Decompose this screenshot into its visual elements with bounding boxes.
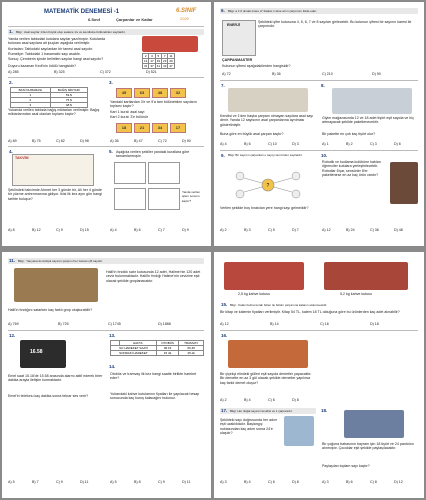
q3-line-2: Kart 2 kural: 3'e bölünür [110, 115, 149, 119]
robot-illustration [390, 162, 418, 204]
q1-option-c[interactable]: C) 372 [100, 70, 111, 74]
q7-body: Kendisi ve 1'den başka çarpanı olmayan sayılara asal sayı denir. Yanda 12 sayısının asal çarpanlarına ayrılması gösterilmiştir. [220, 114, 314, 127]
q1-lead: Bilgi : Asal sayılar 1'den büyük olup sadece 1'e ve kendisine bölünebilen sayılardır. [16, 30, 126, 34]
flowers-illustration [228, 340, 308, 368]
q11-option-d[interactable]: D) 1888 [158, 322, 171, 326]
q4-option-d[interactable]: D) 15 [80, 228, 89, 232]
q6-option-a[interactable]: A) 72 [222, 72, 231, 76]
q2-donation-table [10, 87, 88, 108]
divider [8, 330, 204, 331]
q3-option-b[interactable]: B) 47 [134, 139, 143, 143]
cipher-box-title: ENERJİ [227, 23, 240, 27]
q10-option-c[interactable]: C) 36 [370, 228, 379, 232]
q11-ask: Halil'in fındığını satarken kaç farklı grup oluşturabilir? [8, 308, 93, 312]
q12-ask: Emel'in telefonu kaç dakika sonra tekrar ses verir? [8, 394, 89, 398]
q17-option-b[interactable]: B) 4 [244, 480, 251, 484]
q4-option-c[interactable]: C) 9 [56, 228, 63, 232]
q1-cell: 29 [169, 59, 173, 63]
q10-number: 10. [321, 153, 328, 158]
q1-cell: 23 [163, 59, 167, 63]
q6-body: Şekildeki şifre kutusuna 4, 5, 6, 7 ve 8 sayıları girilecektir. Bu kutunun şifresi bir sayının karesi ile çarpımıdır. [258, 20, 412, 29]
q1-number-table [142, 53, 175, 69]
q17-number: 17. [221, 408, 228, 413]
calendar-illustration [12, 154, 94, 186]
q2-option-a[interactable]: A) 89 [8, 139, 17, 143]
q2-cell: 48 $ [50, 103, 87, 108]
q14-option-b[interactable]: B) 8 [134, 480, 141, 484]
q17-option-c[interactable]: C) 6 [268, 480, 275, 484]
q1-clue-3: Sonuç: Çemberin içinde belirtilen sayılar hangi asal sayıdır? [8, 57, 104, 61]
coffee-label-2: 5,2 kg kahve kutusu [340, 292, 372, 296]
q1-cell: 7 [162, 54, 168, 59]
q15-lead: Bilgi : Kalan bulma kuralı bölen ile bölüm çarpımına kalanın eklenmesidir. [230, 303, 328, 307]
divider [8, 26, 204, 27]
q1-cell: 41 [156, 64, 161, 68]
q18-body: Bir çoğuna babasının bayram için 18 tişört ve 24 pantolon alınmıştır. Çocuklar eşit şekilde paylaşılacaktır. [322, 442, 414, 451]
q15-number: 15. [221, 302, 228, 307]
q3-card: 63 [134, 88, 150, 98]
q18-option-b[interactable]: B) 6 [346, 480, 353, 484]
q3-card-2: 17 [170, 123, 186, 133]
q3-card: 48 [152, 88, 168, 98]
q1-cell: 5 [155, 54, 161, 59]
q1-cell: 37 [150, 64, 154, 68]
q8-option-c[interactable]: C) 3 [370, 142, 377, 146]
q3-option-c[interactable]: C) 72 [158, 139, 167, 143]
q6-option-c[interactable]: C) 210 [322, 72, 333, 76]
q12-option-c[interactable]: C) 9 [56, 480, 63, 484]
tshirt-store-illustration [332, 88, 412, 114]
q2-col-header: BASİ NUMARASI [11, 88, 51, 93]
q1-cell: 17 [150, 59, 154, 63]
q1-cell: 31 [144, 64, 148, 68]
q3-option-a[interactable]: A) 36 [110, 139, 119, 143]
q8-option-d[interactable]: D) 6 [394, 142, 401, 146]
exam-title: MATEMATİK DENEMESİ -1 [44, 9, 120, 15]
page-2 [214, 2, 424, 246]
q12-body: Emel saat 15.18'de 15.58 arasında alarmı aktif ederek birer dakika arayla iletişim kurmaktadır. [8, 374, 103, 383]
q9-lead: Bilgi: Bir sayının çarpanları o sayıyı tam bölen sayılardır. [228, 153, 303, 157]
q2-cell: 59 $ [50, 93, 87, 98]
brand-logo: 6.SINIF [176, 8, 197, 14]
q10-option-a[interactable]: A) 12 [322, 228, 331, 232]
q5-right-label: Yanda verilen işlem sonucu kaçtır? [182, 190, 201, 203]
q8-option-b[interactable]: B) 2 [346, 142, 353, 146]
q10-option-b[interactable]: B) 24 [346, 228, 355, 232]
q9-diagram [228, 168, 308, 202]
q5-option-b[interactable]: B) 6 [134, 228, 141, 232]
factor-tree-illustration [228, 88, 308, 112]
q3-line-1: Kart 1 kural: asal sayı [110, 110, 145, 114]
page-3 [2, 252, 211, 498]
q16-number: 16. [221, 333, 228, 338]
coffee-label-1: 2,5 kg kahve kutusu [238, 292, 270, 296]
q1-option-a[interactable]: A) 285 [8, 70, 19, 74]
q1-ask: Duyuru kazanan Kedi'nin ödülü hangisidir? [8, 64, 77, 68]
q1-number: 1. [9, 29, 13, 34]
q4-body: Şeklindeki takvimde Ahmet her 3 günde bir, Ali her 4 günde bir yüzme antrenmanına gidiyor. İkisi ilk kez aynı gün hangi tarihte buluşur? [8, 188, 102, 201]
q13-number: 13. [109, 333, 116, 338]
q3-option-d[interactable]: D) 90 [182, 139, 191, 143]
q10-option-d[interactable]: D) 48 [394, 228, 403, 232]
q9-body: Verilen şekilde boş bırakılan yere hangi sayı gelmelidir? [220, 206, 309, 210]
q18-number: 18. [321, 408, 328, 413]
q3-card: 45 [116, 88, 132, 98]
q4-option-b[interactable]: B) 12 [32, 228, 41, 232]
q14-cell: 15 dk [156, 351, 179, 356]
q11-lead: Bilgi : Yanyana iki ardışık sayının çarpımı her zaman çift sayıdır. [18, 259, 103, 263]
q9-option-a[interactable]: A) 2 [220, 228, 227, 232]
brand-year: 2020 [180, 16, 189, 21]
divider [220, 330, 418, 331]
q18-option-d[interactable]: D) 12 [394, 480, 403, 484]
q16-option-a[interactable]: A) 2 [220, 398, 227, 402]
q4-option-a[interactable]: A) 8 [8, 228, 15, 232]
q14-head: HAFTA [119, 341, 156, 346]
q4-number: 4. [9, 149, 13, 154]
q9-option-b[interactable]: B) 3 [244, 228, 251, 232]
q1-option-b[interactable]: B) 325 [54, 70, 65, 74]
q3-card: 32 [170, 88, 186, 98]
q8-body: Giyim mağazasında 12 ve 18 adet tişört eşit sayıda ve hiç artmayacak şekilde paketlenecektir. [322, 116, 414, 125]
q1-cell: 11 [169, 54, 173, 58]
q5-lead: Aşağıda verilen şekiller yandaki kurallara göre tamamlanmıştır. [116, 150, 190, 159]
q5-shape-1 [114, 162, 146, 184]
q11-option-c[interactable]: C) 1745 [108, 322, 121, 326]
q16-body: Bir çiçekçi elindeki gülleri eşit sayıda demetler yapacaktır. Bir demette en az 3 gül olacak şekilde demetler yapılırsa kaç farklı demet oluşur? [220, 372, 312, 385]
q8-number: 8. [321, 83, 325, 88]
q6-lead: Bilgi: a ≠ 0 olmak üzere aⁿ ifadesi n tane a'nın çarpımını ifade eder. [228, 9, 317, 13]
divider [220, 150, 418, 151]
q7-option-d[interactable]: D) 3 [292, 142, 299, 146]
q3-card-2: 18 [116, 123, 132, 133]
q16-option-b[interactable]: B) 4 [244, 398, 251, 402]
q1-cell: 43 [163, 64, 167, 68]
q9-number: 9. [221, 153, 225, 158]
q1-cell: 2 [143, 54, 149, 59]
q18-option-a[interactable]: A) 3 [322, 480, 329, 484]
q7-option-b[interactable]: B) 6 [244, 142, 251, 146]
q14-option-a[interactable]: A) 5 [110, 480, 117, 484]
divider [8, 146, 204, 147]
q14-cell: 25 dk [179, 351, 204, 356]
q2-cell: 2 [11, 98, 51, 103]
phone-illustration [20, 340, 66, 368]
q11-body: Halil'in fındıklı satır kutusunda 12 adet, Halime'nin 120 adet ceviz bulunmaktadır. Halil'in fındığı Halime'nin cevizine eşit olacak şekilde gruplanacaktır. [106, 270, 201, 283]
q11-option-b[interactable]: B) 725 [58, 322, 69, 326]
q9-option-c[interactable]: C) 5 [268, 228, 275, 232]
q8-ask: Bir pakette en çok kaç tişört olur? [322, 132, 376, 136]
q16-option-c[interactable]: C) 6 [268, 398, 275, 402]
q2-number: 2. [9, 80, 13, 85]
q6-option-b[interactable]: B) 36 [272, 72, 281, 76]
q15-option-d[interactable]: D) 18 [370, 322, 379, 326]
q12-number: 12. [9, 333, 16, 338]
cipher-box [222, 20, 256, 56]
q14-cell: 06.15 [156, 346, 179, 351]
q1-body: Yanda verilen tablodaki kutulara sayılar yazılmıştır. Kutularda bulunan asal sayılara ait ipuçları aşağıda verilmiştir. [8, 37, 106, 46]
q14-cell: İLK HAREKET SAATİ [111, 346, 157, 351]
divider [8, 77, 204, 78]
q15-body: Bir kitap ve kalemin fiyatları verilmiştir. Kitap 54 TL, kalem 18 TL olduğuna göre bu ürünlerden kaç adet alınabilir? [220, 310, 400, 314]
phone-clock: 16.58 [30, 349, 43, 355]
topic-label: Çarpanlar ve Katlar [116, 17, 153, 22]
coffee-box-illustration-2 [324, 262, 408, 290]
q5-shape-3 [114, 188, 146, 210]
q1-cell: 3 [149, 54, 155, 59]
q1-clue-2: Rumeliye: Tablodaki 1 basamaklı sayı asaldır. [8, 52, 81, 56]
q3-number: 3. [109, 80, 113, 85]
q12-option-a[interactable]: A) 5 [8, 480, 15, 484]
q14-cell: 06.45 [179, 346, 204, 351]
divider [220, 80, 418, 81]
q1-cell: 13 [144, 59, 148, 63]
q5-option-c[interactable]: C) 7 [158, 228, 165, 232]
q17-option-d[interactable]: D) 8 [292, 480, 299, 484]
q18-option-c[interactable]: C) 8 [370, 480, 377, 484]
q7-option-c[interactable]: C) 10 [268, 142, 277, 146]
q3-card-2: 34 [152, 123, 168, 133]
q2-cell: 75 $ [50, 98, 87, 103]
q1-cell: 47 [169, 64, 173, 68]
q17-body: Şekildeki sayı doğrusunda her adım eşit uzaklıktadır. Başlangıç noktasından kaç adım sonra 24'e ulaşılır? [220, 418, 278, 436]
q6-option-d[interactable]: D) 90 [372, 72, 381, 76]
q6-ask: Kutunun şifresi aşağıdakilerden hangisidir? [222, 64, 291, 68]
q2-body: Yukarıda verilen tabloda bağış miktarları verilmiştir. Bağış miktarlarından asal olanları toplamı kaçtır? [8, 108, 100, 117]
q18-ask: Paylaşılan toplam sayı kaçtır? [322, 464, 370, 468]
q5-shape-4 [148, 188, 180, 210]
q7-ask: Buna göre en büyük asal çarpan kaçtır? [220, 132, 284, 136]
page-header [8, 6, 204, 24]
q5-number: 5. [109, 149, 113, 154]
q14-number: 14. [109, 364, 116, 369]
q12-option-b[interactable]: B) 7 [32, 480, 39, 484]
q2-col-header: BAĞIŞ MİKTARI [50, 88, 87, 93]
q17-lead: Bilgi: Her doğal sayının kendisi ve 1 çarpanıdır. [230, 409, 293, 413]
q9-center-label: ? [266, 183, 270, 189]
q2-option-c[interactable]: C) 82 [56, 139, 65, 143]
number-line-illustration [284, 416, 314, 446]
q15-option-a[interactable]: A) 12 [220, 322, 229, 326]
q14-cell: SONRAKİ HAREKET [111, 351, 157, 356]
q8-option-a[interactable]: A) 1 [322, 142, 329, 146]
clothes-illustration [344, 410, 404, 438]
q14-schedule-table [110, 340, 204, 356]
q14-body: Otobüs ve tramvay ilk kez hangi saatte birlikte hareket eder? [110, 372, 197, 381]
q7-option-a[interactable]: A) 4 [220, 142, 227, 146]
q2-cell: 3 [11, 103, 51, 108]
q2-option-b[interactable]: B) 75 [32, 139, 41, 143]
q7-number: 7. [221, 83, 225, 88]
q14-head: TRAMVAY [179, 341, 204, 346]
q1-cell: 19 [156, 59, 161, 63]
page-4 [214, 252, 424, 498]
q3-body: Yandaki kartlardan 3'e ve 9'a tam bölünebilen sayıların toplamı kaçtır? [110, 100, 197, 109]
q15-option-b[interactable]: B) 14 [270, 322, 279, 326]
page-1 [2, 2, 211, 246]
q10-body: Robotik ve kodlama kulübüne katılan öğrenciler kutulara yerleştirilecektir. Robotlar 6'şar, sensörler 8'er paketlenirse en az kaç ürün vardır? [322, 160, 381, 178]
q11-number: 11. [9, 258, 16, 263]
q9-option-d[interactable]: D) 7 [292, 228, 299, 232]
q11-option-a[interactable]: A) 769 [8, 322, 19, 326]
q14-head: OTOBÜS [156, 341, 179, 346]
q15-option-c[interactable]: C) 16 [320, 322, 329, 326]
q14-option-d[interactable]: D) 11 [182, 480, 191, 484]
q6-number: 6. [221, 8, 225, 13]
q3-card-2: 21 [134, 123, 150, 133]
q12-option-d[interactable]: D) 11 [80, 480, 89, 484]
q2-option-d[interactable]: D) 98 [80, 139, 89, 143]
q5-shape-2 [148, 162, 180, 184]
q14-option-c[interactable]: C) 9 [158, 480, 165, 484]
q1-clue-1: Kurtadan: Tablodaki sayılardan bir tanesi asal sayıdır. [8, 47, 94, 51]
grade-label: 6.Sınıf [88, 17, 101, 22]
calendar-title: TAKVİM [15, 156, 29, 160]
q2-cell: 1 [11, 93, 51, 98]
nuts-basket-illustration [14, 268, 98, 302]
coffee-box-illustration-1 [224, 262, 304, 290]
q17-option-a[interactable]: A) 3 [220, 480, 227, 484]
q6-sub: ÇARPANMASTER [222, 58, 253, 62]
q16-option-d[interactable]: D) 8 [292, 398, 299, 402]
q13-body: Yukarıdaki kahve kutularının fiyatları ile yapılacak hesap sonucunda kaç kuruş kalacağını bulunuz. [110, 392, 200, 401]
q5-option-a[interactable]: A) 4 [110, 228, 117, 232]
abacus-illustration [142, 36, 198, 52]
q1-option-d[interactable]: D) 521 [146, 70, 157, 74]
q5-option-d[interactable]: D) 9 [182, 228, 189, 232]
